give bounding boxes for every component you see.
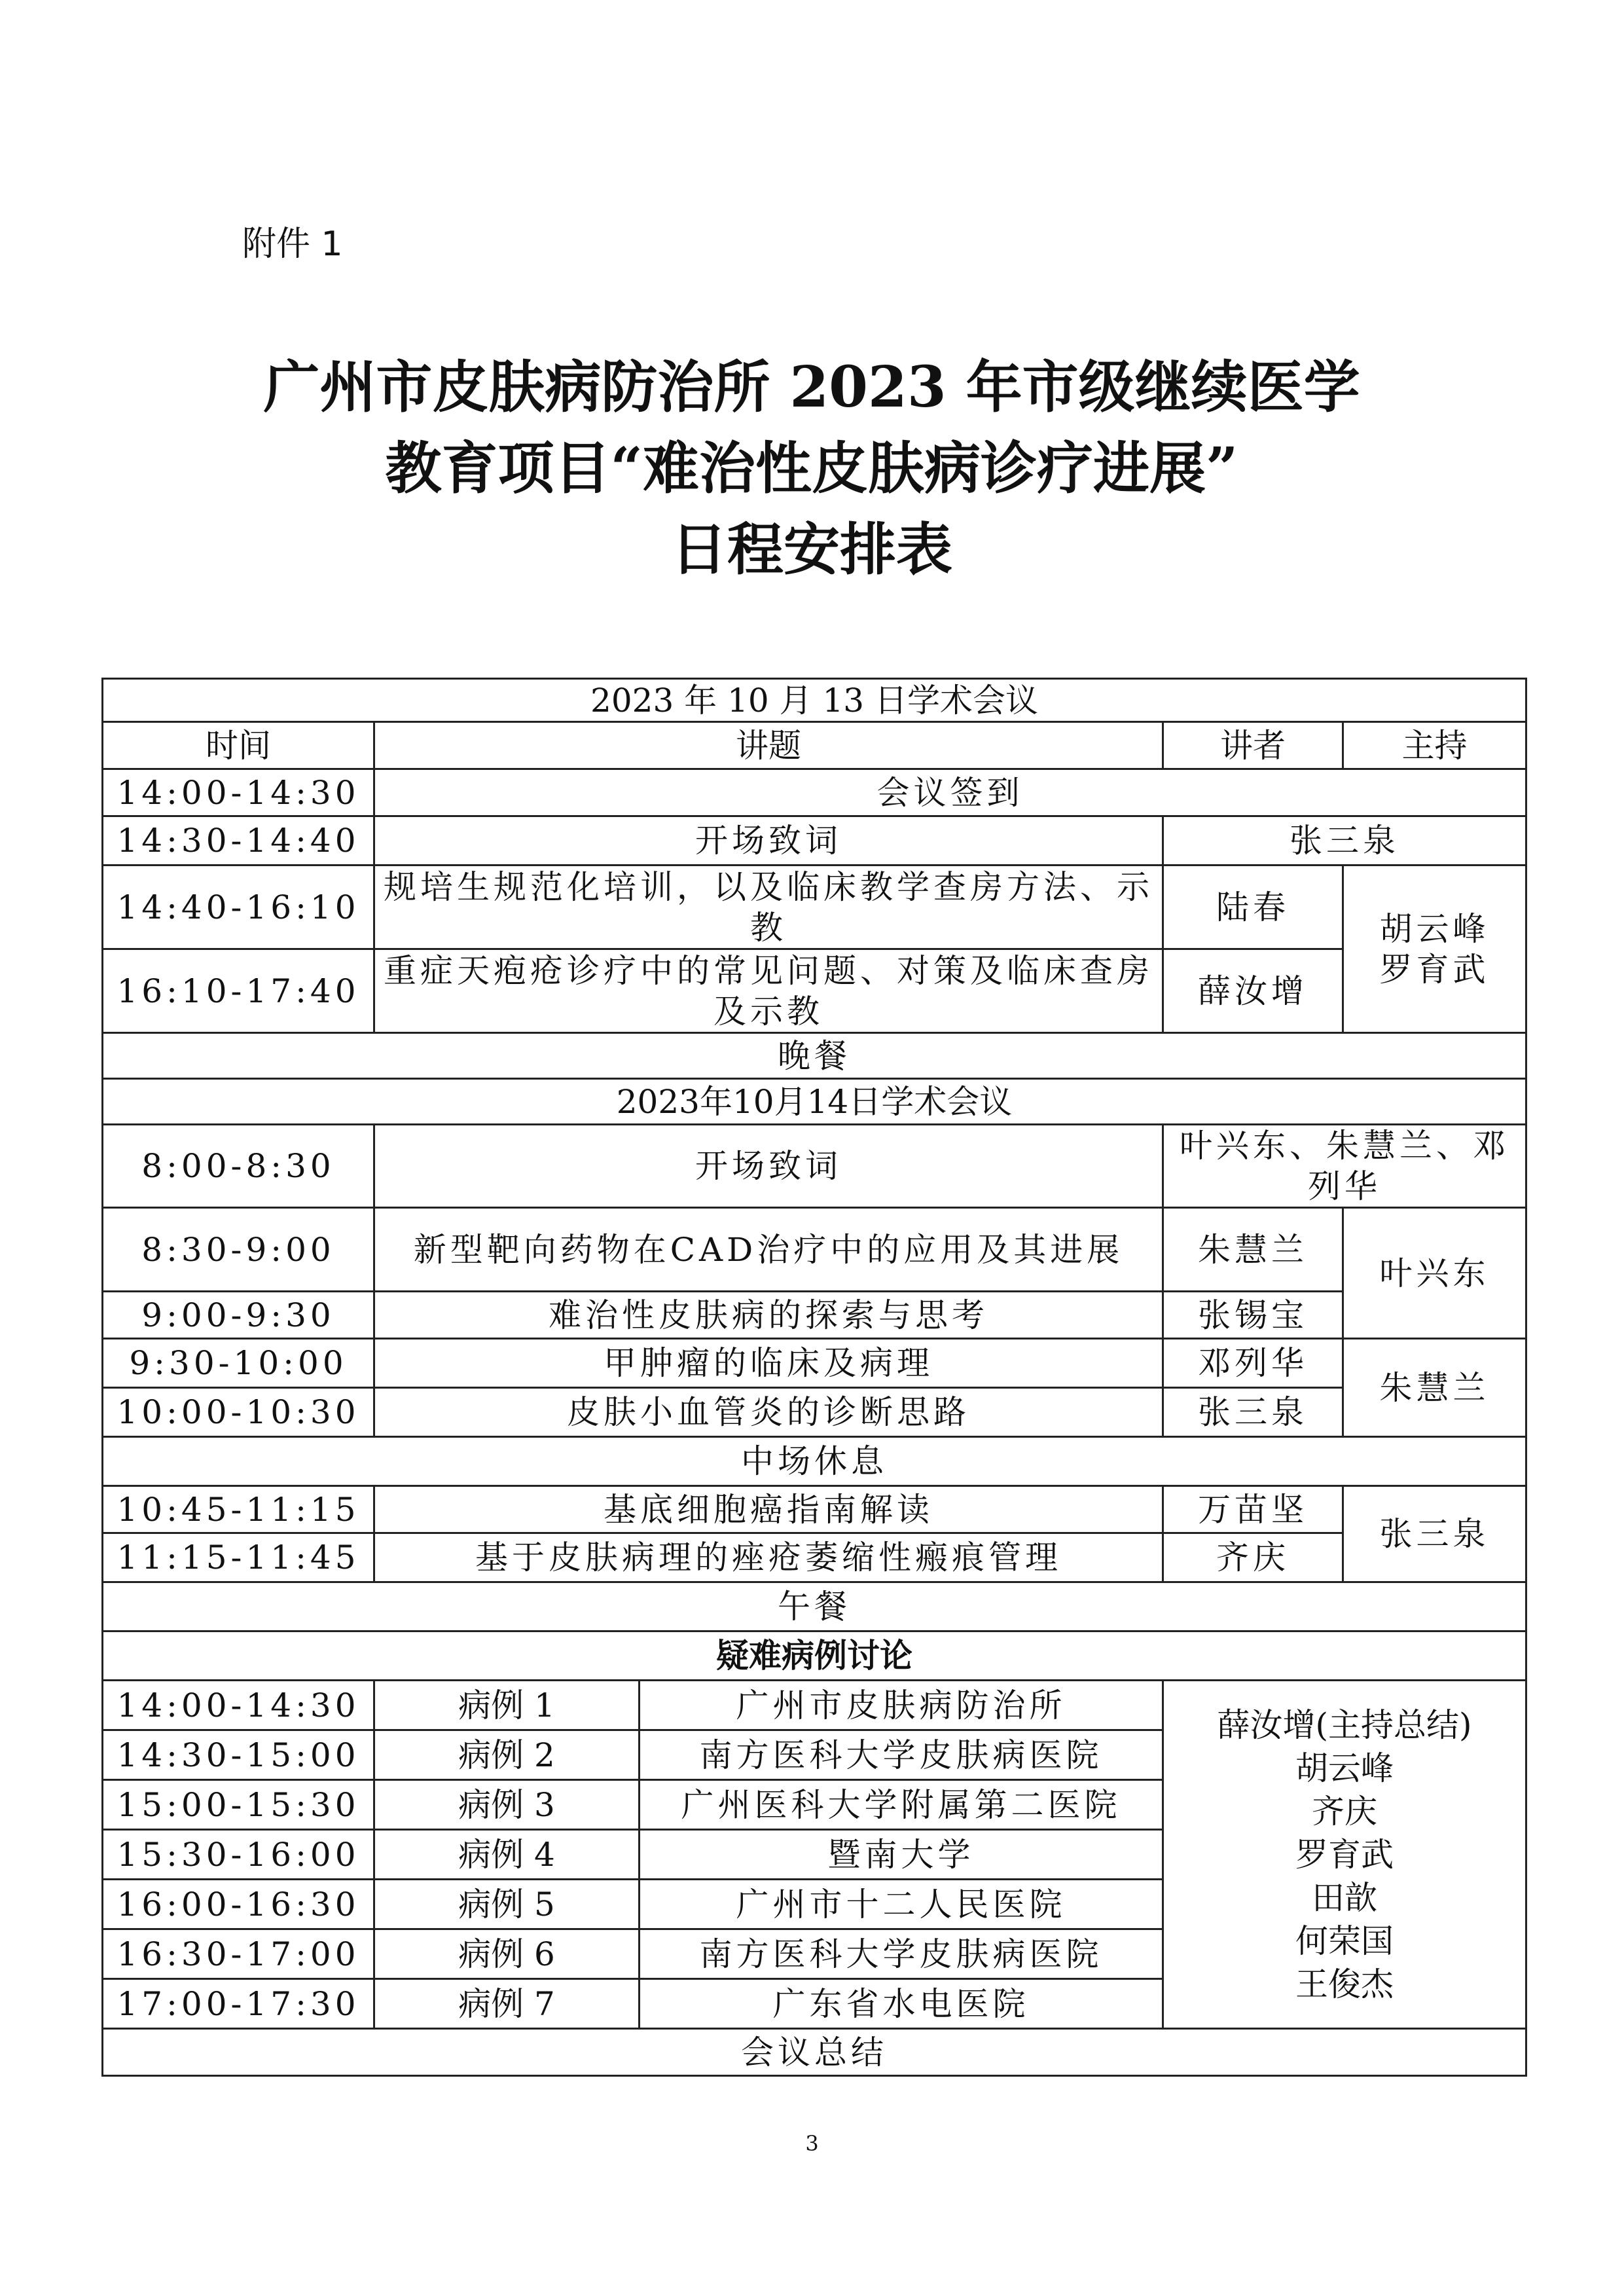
host-cell: 叶兴东 (1343, 1208, 1526, 1339)
case-cell: 病例 5 (374, 1880, 640, 1929)
org-cell: 广州市皮肤病防治所 (640, 1681, 1163, 1730)
time-cell: 10:45-11:15 (103, 1486, 374, 1533)
attachment-label: 附件 1 (242, 225, 343, 264)
time-cell: 16:30-17:00 (103, 1929, 374, 1979)
topic-cell: 基于皮肤病理的痤疮萎缩性瘢痕管理 (374, 1533, 1163, 1582)
time-cell: 14:30-15:00 (103, 1730, 374, 1780)
summary-row: 会议总结 (103, 2029, 1526, 2076)
topic-cell: 重症天疱疮诊疗中的常见问题、对策及临床查房及示教 (374, 949, 1163, 1033)
speaker-cell: 张三泉 (1163, 1388, 1343, 1437)
topic-cell: 规培生规范化培训，以及临床教学查房方法、示教 (374, 866, 1163, 949)
org-cell: 广东省水电医院 (640, 1979, 1163, 2029)
host-cell: 胡云峰 罗育武 (1343, 866, 1526, 1033)
topic-cell: 基底细胞癌指南解读 (374, 1486, 1163, 1533)
time-cell: 16:10-17:40 (103, 949, 374, 1033)
speaker-cell: 张锡宝 (1163, 1292, 1343, 1339)
lunch-row: 午餐 (103, 1582, 1526, 1631)
topic-cell: 会议签到 (374, 769, 1526, 816)
org-cell: 南方医科大学皮肤病医院 (640, 1730, 1163, 1780)
time-cell: 14:40-16:10 (103, 866, 374, 949)
topic-cell: 皮肤小血管炎的诊断思路 (374, 1388, 1163, 1437)
speaker-cell: 齐庆 (1163, 1533, 1343, 1582)
topic-cell: 难治性皮肤病的探索与思考 (374, 1292, 1163, 1339)
speaker-cell: 朱慧兰 (1163, 1208, 1343, 1292)
case-cell: 病例 4 (374, 1830, 640, 1880)
header-topic: 讲题 (374, 722, 1163, 769)
case-cell: 病例 6 (374, 1929, 640, 1979)
org-cell: 暨南大学 (640, 1830, 1163, 1880)
title-line-1: 广州市皮肤病防治所 2023 年市级继续医学 (263, 354, 1360, 420)
time-cell: 16:00-16:30 (103, 1880, 374, 1929)
case-cell: 病例 1 (374, 1681, 640, 1730)
dinner-row: 晚餐 (103, 1033, 1526, 1079)
speaker-cell: 叶兴东、朱慧兰、邓列华 (1163, 1125, 1526, 1208)
speaker-cell: 张三泉 (1163, 816, 1526, 866)
speaker-cell: 薛汝增 (1163, 949, 1343, 1033)
topic-cell: 开场致词 (374, 1125, 1163, 1208)
time-cell: 15:30-16:00 (103, 1830, 374, 1880)
schedule-table (101, 678, 1527, 2077)
topic-cell: 甲肿瘤的临床及病理 (374, 1339, 1163, 1388)
org-cell: 南方医科大学皮肤病医院 (640, 1929, 1163, 1979)
header-host: 主持 (1343, 722, 1526, 769)
cases-heading: 疑难病例讨论 (103, 1631, 1526, 1681)
time-cell: 9:30-10:00 (103, 1339, 374, 1388)
day2-heading: 2023年10月14日学术会议 (103, 1079, 1526, 1125)
time-cell: 17:00-17:30 (103, 1979, 374, 2029)
time-cell: 8:30-9:00 (103, 1208, 374, 1292)
break-row: 中场休息 (103, 1437, 1526, 1486)
host-cell: 张三泉 (1343, 1486, 1526, 1582)
title-line-2: 教育项目“难治性皮肤病诊疗进展” (385, 435, 1238, 501)
time-cell: 9:00-9:30 (103, 1292, 374, 1339)
header-speaker: 讲者 (1163, 722, 1343, 769)
page-title (98, 347, 1525, 591)
topic-cell: 新型靶向药物在CAD治疗中的应用及其进展 (374, 1208, 1163, 1292)
org-cell: 广州市十二人民医院 (640, 1880, 1163, 1929)
cases-host-cell: 薛汝增(主持总结) 胡云峰 齐庆 罗育武 田歆 何荣国 王俊杰 (1163, 1681, 1526, 2029)
time-cell: 15:00-15:30 (103, 1780, 374, 1830)
case-cell: 病例 2 (374, 1730, 640, 1780)
time-cell: 14:00-14:30 (103, 1681, 374, 1730)
time-cell: 14:30-14:40 (103, 816, 374, 866)
case-cell: 病例 7 (374, 1979, 640, 2029)
time-cell: 8:00-8:30 (103, 1125, 374, 1208)
topic-cell: 开场致词 (374, 816, 1163, 866)
day1-heading: 2023 年 10 月 13 日学术会议 (103, 679, 1526, 722)
title-line-3: 日程安排表 (671, 517, 952, 583)
time-cell: 10:00-10:30 (103, 1388, 374, 1437)
case-cell: 病例 3 (374, 1780, 640, 1830)
time-cell: 11:15-11:45 (103, 1533, 374, 1582)
speaker-cell: 陆春 (1163, 866, 1343, 949)
org-cell: 广州医科大学附属第二医院 (640, 1780, 1163, 1830)
page-number: 3 (805, 2131, 819, 2156)
speaker-cell: 邓列华 (1163, 1339, 1343, 1388)
host-cell: 朱慧兰 (1343, 1339, 1526, 1437)
header-time: 时间 (103, 722, 374, 769)
speaker-cell: 万苗坚 (1163, 1486, 1343, 1533)
time-cell: 14:00-14:30 (103, 769, 374, 816)
